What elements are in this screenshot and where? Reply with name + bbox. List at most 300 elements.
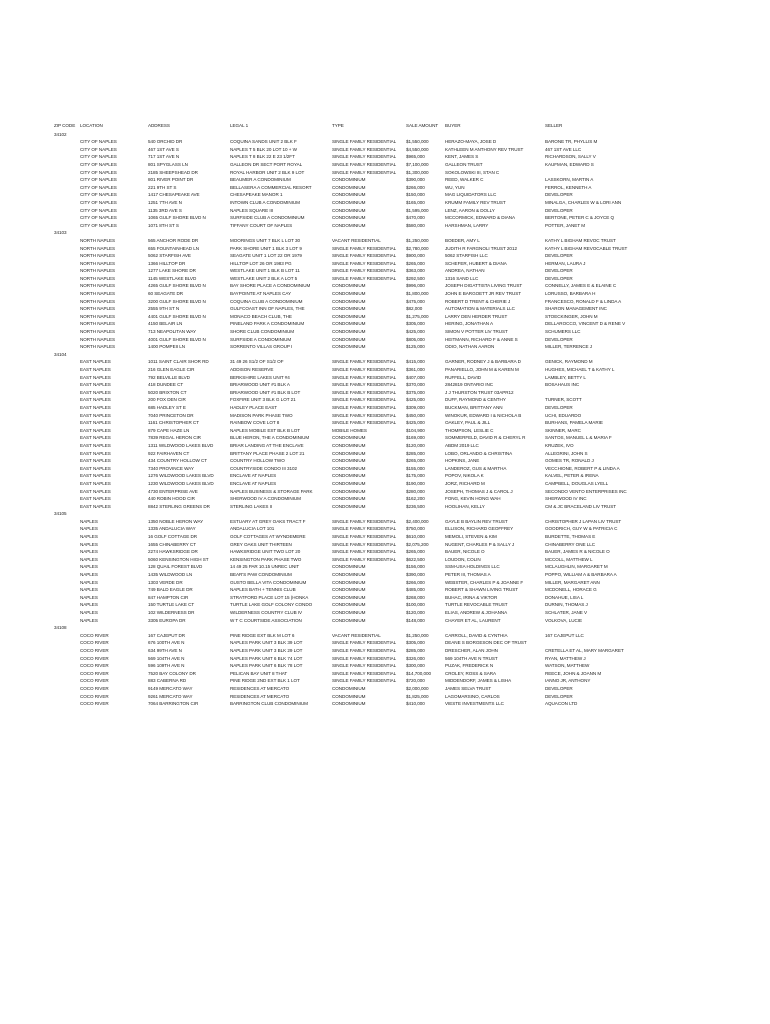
cell-address: 565 ANCHOR RODE DR <box>148 237 199 243</box>
cell-legal: FOXFIRE UNIT 3 BLK G LOT 21 <box>230 397 296 403</box>
cell-type: SINGLE FAMILY RESIDENTIAL <box>332 245 397 251</box>
cell-amount: $1,250,000 <box>406 237 429 243</box>
cell-legal: NAPLES PARK UNIT 6 BLK 78 LOT <box>230 663 303 669</box>
cell-address: 1011 SAINT CLAIR SHOR RD <box>148 359 209 365</box>
table-row <box>0 563 770 571</box>
cell-address: 713 NEAPOLITAN WAY <box>148 329 197 335</box>
table-row <box>0 214 770 222</box>
cell-address: 128 QUAIL FOREST BLVD <box>148 564 203 570</box>
cell-seller: GOMES TR, RONALD J <box>545 458 594 464</box>
cell-legal: BELLASERA A COMMERCIAL RESORT <box>230 184 312 190</box>
cell-address: 1417 CHESAPEAKE AVE <box>148 192 200 198</box>
cell-seller: SHERWOOD IV INC <box>545 496 587 502</box>
cell-legal: BAYPOINTE AT NAPLES CAY <box>230 291 292 297</box>
cell-buyer: AUTOMATION & MATERIALS LLC <box>445 306 515 312</box>
table-row <box>0 495 770 503</box>
cell-amount: $580,000 <box>406 222 425 228</box>
cell-amount: $900,000 <box>406 253 425 259</box>
cell-buyer: LOUDON, COLIN <box>445 556 481 562</box>
cell-amount: $1,300,000 <box>406 169 429 175</box>
cell-type: CONDOMINIUM <box>332 473 366 479</box>
cell-amount: $425,000 <box>406 329 425 335</box>
cell-buyer: LARRY DEN HERDER TRUST <box>445 313 508 319</box>
cell-legal: BERKSHIRE LAKES UNIT #4 <box>230 374 290 380</box>
cell-amount: $266,000 <box>406 579 425 585</box>
cell-legal: STRATFORD PLACE LOT 15 (HONKA <box>230 594 309 600</box>
cell-legal: WILDERNESS COUNTRY CLUB IV <box>230 610 303 615</box>
table-row <box>0 381 770 389</box>
cell-legal: NAPLES PARK UNIT 3 BLK 29 LOT <box>230 647 303 653</box>
cell-location: CITY OF NAPLES <box>80 139 117 145</box>
cell-location: EAST NAPLES <box>80 420 111 426</box>
cell-buyer: MCCORMICK, EDWARD & DIANA <box>445 215 516 221</box>
table-row <box>0 374 770 382</box>
cell-seller: TURNER, SCOTT <box>545 397 582 403</box>
cell-legal: BEAR'S PAW CONDOMINIUM <box>230 572 292 578</box>
cell-address: 16 GOLF COTTAGE DR <box>148 534 198 540</box>
table-row <box>0 252 770 260</box>
cell-address: 847 HAMPTON CIR <box>148 594 189 600</box>
zip-group-header <box>0 131 770 139</box>
cell-type: CONDOMINIUM <box>332 283 366 289</box>
cell-seller: LAMBLEY, BETTY L <box>545 374 586 380</box>
cell-seller: SANTOS, MANUEL L & MARIA F <box>545 435 612 441</box>
cell-buyer: JOHN E BARGOETT JR REV TRUST <box>445 291 522 297</box>
table-row <box>0 305 770 313</box>
cell-amount: $1,275,000 <box>406 313 429 319</box>
cell-type: CONDOMINIUM <box>332 321 366 327</box>
cell-buyer: THOMPSON, LESLIE C <box>445 427 494 433</box>
cell-address: 879 CAPE HAZE LN <box>148 427 190 433</box>
cell-address: 1135 3RD AVE S <box>148 207 182 213</box>
table-row <box>0 548 770 556</box>
header-buyer: BUYER <box>445 123 461 128</box>
cell-location: COCO RIVER <box>80 663 109 669</box>
cell-location: EAST NAPLES <box>80 359 111 365</box>
cell-seller: VOLKOVA, LUCIE <box>545 617 582 623</box>
table-row <box>0 313 770 321</box>
cell-buyer: SIMON V POTTER LIV TRUST <box>445 329 508 335</box>
cell-type: CONDOMINIUM <box>332 207 366 213</box>
cell-seller: 167 CAJEPUT LLC <box>545 632 584 638</box>
cell-address: 1655 CHINABERRY CT <box>148 541 196 547</box>
table-row <box>0 525 770 533</box>
cell-location: EAST NAPLES <box>80 473 111 479</box>
cell-type: SINGLE FAMILY RESIDENTIAL <box>332 161 397 167</box>
cell-address: 883 CABERNA RD <box>148 678 187 684</box>
cell-type: CONDOMINIUM <box>332 306 366 312</box>
cell-amount: $120,000 <box>406 442 425 448</box>
cell-type: SINGLE FAMILY RESIDENTIAL <box>332 526 397 532</box>
cell-location: EAST NAPLES <box>80 503 111 509</box>
cell-address: 434 COUNTRY HOLLOW CT <box>148 458 208 464</box>
cell-address: 569 104TH AVE N <box>148 655 185 661</box>
cell-location: NORTH NAPLES <box>80 260 116 266</box>
cell-type: SINGLE FAMILY RESIDENTIAL <box>332 518 397 524</box>
cell-location: NORTH NAPLES <box>80 298 116 304</box>
cell-seller: FRANCESCO, RONALD F & LINDA A <box>545 298 622 304</box>
cell-buyer: JORZ, RICHARD M <box>445 480 485 486</box>
cell-legal: NAPLES SQUARE III <box>230 207 274 213</box>
cell-location: NAPLES <box>80 518 98 524</box>
cell-buyer: WU, YUN <box>445 184 465 190</box>
cell-address: 7839 REGAL HERON CIR <box>148 435 201 441</box>
cell-buyer: ROBERT D TRENT & CHERIE J <box>445 298 511 304</box>
cell-address: 1303 VERDE DR <box>148 579 183 585</box>
cell-amount: $2,400,000 <box>406 518 429 524</box>
cell-legal: 14 49 25 PAR 10.15 UNREC UNIT <box>230 564 300 570</box>
table-row <box>0 282 770 290</box>
cell-buyer: 1316 SAND LLC <box>445 275 479 281</box>
cell-type: SINGLE FAMILY RESIDENTIAL <box>332 139 397 145</box>
cell-address: 9261 MERCATO WAY <box>148 693 193 699</box>
cell-legal: COUNTRYSIDE CONDO III 3102 <box>230 465 298 471</box>
cell-seller: UCHI, EDUARDO <box>545 412 582 418</box>
cell-amount: $285,000 <box>406 647 425 653</box>
cell-location: EAST NAPLES <box>80 496 111 502</box>
cell-buyer: HOOLIHAN, KELLY <box>445 503 485 509</box>
cell-buyer: REED, WALKER C <box>445 177 484 183</box>
cell-type: CONDOMINIUM <box>332 450 366 456</box>
cell-address: 2274 HAWKSRIDGE DR <box>148 549 198 555</box>
cell-legal: KENSINGTON PARK PHASE TWO <box>230 556 302 562</box>
cell-type: CONDOMINIUM <box>332 336 366 342</box>
cell-seller: 467 1ST AVE LLC <box>545 146 582 152</box>
cell-amount: $190,000 <box>406 480 425 486</box>
cell-amount: $1,250,000 <box>406 632 429 638</box>
cell-seller: SECONDO VENTO ENTERPRISES INC <box>545 488 627 494</box>
cell-legal: GULFCOAST INN OF NAPLES, THE <box>230 306 305 312</box>
table-row <box>0 700 770 708</box>
cell-seller: MCDONELL, HORACE G <box>545 587 597 593</box>
cell-type: CONDOMINIUM <box>332 458 366 464</box>
cell-location: COCO RIVER <box>80 678 109 684</box>
cell-buyer: ROBERT & SHAWN LIVING TRUST <box>445 587 519 593</box>
cell-seller: KATHY L BIGHAM REVOC TRUST <box>545 237 616 243</box>
table-row <box>0 290 770 298</box>
cell-address: 1276 WILDWOOD LAKES BLVD <box>148 473 214 479</box>
cell-amount: $363,000 <box>406 268 425 274</box>
cell-buyer: BUCKMAN, BRITTANY ANN <box>445 404 503 410</box>
cell-amount: $265,000 <box>406 549 425 555</box>
cell-buyer: KRUMM FAMILY REV TRUST <box>445 199 506 205</box>
cell-seller: GENICK, RAYMOND M <box>545 359 593 365</box>
cell-amount: $2,000,000 <box>406 685 429 691</box>
table-row <box>0 617 770 625</box>
cell-legal: ANDALUCIA LOT 101 <box>230 526 275 532</box>
cell-buyer: GARNER, RODNEY J & BARBARA D <box>445 359 521 365</box>
table-row <box>0 586 770 594</box>
table-row <box>0 594 770 602</box>
cell-location: CITY OF NAPLES <box>80 192 117 198</box>
cell-legal: BRIARWOOD UNIT #1 BLK B LOT <box>230 389 301 395</box>
cell-amount: $300,000 <box>406 663 425 669</box>
cell-amount: $165,000 <box>406 199 425 205</box>
cell-location: NAPLES <box>80 594 98 600</box>
cell-type: SINGLE FAMILY RESIDENTIAL <box>332 268 397 274</box>
cell-seller: MINALGA, CHARLES W & LORI ANN <box>545 199 622 205</box>
header-amount: SALE AMOUNT <box>406 123 439 128</box>
cell-amount: $805,000 <box>406 336 425 342</box>
cell-address: 1277 LAKE SHORE DR <box>148 268 196 274</box>
cell-buyer: WINOKUR, EDWARD I & NICHOLA B <box>445 412 522 418</box>
header-zip: ZIP CODE <box>54 123 76 128</box>
cell-buyer: JUDITH R FARGNOLI TRUST 2012 <box>445 245 517 251</box>
cell-address: 7340 PROVINCE WAY <box>148 465 194 471</box>
cell-location: COCO RIVER <box>80 693 109 699</box>
table-row <box>0 138 770 146</box>
cell-type: SINGLE FAMILY RESIDENTIAL <box>332 412 397 418</box>
cell-seller: DEVELOPER <box>545 404 573 410</box>
cell-address: 1435 WILDWOOD LN <box>148 572 193 578</box>
cell-buyer: HARSHMAN, LARRY <box>445 222 489 228</box>
cell-amount: $370,000 <box>406 382 425 388</box>
cell-type: SINGLE FAMILY RESIDENTIAL <box>332 640 397 646</box>
cell-buyer: WEBSTER, CHARLES P & JOANNE F <box>445 579 524 585</box>
cell-legal: NAPLES MOBILE EST BLK B LOT <box>230 427 301 433</box>
cell-seller: CAMPBELL, DOUGLAS LYELL <box>545 480 609 486</box>
table-row <box>0 670 770 678</box>
cell-buyer: 5062 STARFISH LLC <box>445 253 488 259</box>
table-row <box>0 450 770 458</box>
cell-location: CITY OF NAPLES <box>80 222 117 228</box>
cell-location: NAPLES <box>80 587 98 593</box>
cell-address: 4150 BELAIR LN <box>148 321 183 327</box>
cell-location: NAPLES <box>80 610 98 615</box>
table-row <box>0 412 770 420</box>
cell-address: 1230 WILDWOOD LAKES BLVD <box>148 480 214 486</box>
cell-address: 4730 ENTERPRISE AVE <box>148 488 198 494</box>
cell-buyer: PETER III, THOMAS A <box>445 572 491 578</box>
cell-buyer: DUFF, RAYMOND & CENTHY <box>445 397 506 403</box>
cell-type: CONDOMINIUM <box>332 488 366 494</box>
table-row <box>0 169 770 177</box>
cell-buyer: MIDDENDORF, JAMES & LISHA <box>445 678 512 684</box>
cell-type: SINGLE FAMILY RESIDENTIAL <box>332 404 397 410</box>
cell-address: 8842 STERLING GREENS DR <box>148 503 210 509</box>
cell-amount: $14,700,000 <box>406 670 431 676</box>
cell-type: SINGLE FAMILY RESIDENTIAL <box>332 647 397 653</box>
header-location: LOCATION <box>80 123 103 128</box>
cell-amount: $266,000 <box>406 184 425 190</box>
cell-location: EAST NAPLES <box>80 488 111 494</box>
cell-amount: $326,000 <box>406 655 425 661</box>
cell-location: EAST NAPLES <box>80 389 111 395</box>
cell-seller: SHARON MANAGEMENT INC <box>545 306 607 312</box>
cell-buyer: J J THURSTON TRUST 03APR12 <box>445 389 514 395</box>
cell-location: NAPLES <box>80 617 98 623</box>
cell-type: SINGLE FAMILY RESIDENTIAL <box>332 420 397 426</box>
cell-buyer: CHAYER ET AL, LAURENT <box>445 617 501 623</box>
cell-legal: NAPLES T 5 BLK 20 LOT 10 + W <box>230 146 297 152</box>
cell-type: SINGLE FAMILY RESIDENTIAL <box>332 374 397 380</box>
cell-seller: BOSAHAUS INC <box>545 382 580 388</box>
table-row <box>0 457 770 465</box>
cell-buyer: KATHLEEN M ANTHONY REV TRUST <box>445 146 524 152</box>
zip-group-header <box>0 624 770 632</box>
cell-location: COCO RIVER <box>80 655 109 661</box>
cell-location: EAST NAPLES <box>80 374 111 380</box>
cell-location: NORTH NAPLES <box>80 329 116 335</box>
cell-type: CONDOMINIUM <box>332 594 366 600</box>
cell-buyer: BUHAC, IRINA & VIKTOR <box>445 594 498 600</box>
cell-legal: BARRINGTON CLUB CONDOMINIUM <box>230 701 308 707</box>
cell-type: SINGLE FAMILY RESIDENTIAL <box>332 534 397 540</box>
table-row <box>0 199 770 207</box>
header-address: ADDRESS <box>148 123 170 128</box>
cell-seller: MILLER, MARGARET ANN <box>545 579 600 585</box>
zip-code: 34105 <box>54 511 67 517</box>
cell-buyer: OAKLEY, PAUL & JILL <box>445 420 491 426</box>
cell-type: SINGLE FAMILY RESIDENTIAL <box>332 678 397 684</box>
cell-seller: CRETELLA ET AL, MARY MARGARET <box>545 647 624 653</box>
cell-type: SINGLE FAMILY RESIDENTIAL <box>332 146 397 152</box>
cell-legal: SEAGATE UNIT 1 LOT 22 OR 1979 <box>230 253 302 259</box>
table-row <box>0 320 770 328</box>
cell-type: VACANT RESIDENTIAL <box>332 237 381 243</box>
cell-seller: KATHY L BIGHAM REVOCABLE TRUST <box>545 245 628 251</box>
cell-address: 4401 GULF SHORE BLVD N <box>148 313 206 319</box>
table-row <box>0 579 770 587</box>
cell-type: CONDOMINIUM <box>332 177 366 183</box>
cell-location: EAST NAPLES <box>80 367 111 372</box>
cell-seller: LASSKORN, MARTIN A <box>545 177 594 183</box>
cell-legal: HADLEY PLACE EAST <box>230 404 278 410</box>
cell-location: EAST NAPLES <box>80 442 111 448</box>
zip-group-header <box>0 510 770 518</box>
cell-type: SINGLE FAMILY RESIDENTIAL <box>332 549 397 555</box>
cell-location: CITY OF NAPLES <box>80 146 117 152</box>
cell-seller: KAUFMAN, EDWARD S <box>545 161 594 167</box>
cell-amount: $4,550,000 <box>406 146 429 152</box>
cell-seller: DEVELOPER <box>545 275 573 281</box>
cell-legal: RESIDENCES AT MERCATO <box>230 693 290 699</box>
cell-legal: ESTUARY AT GREY OAKS TRACT F <box>230 518 306 524</box>
cell-seller: CM & JC BRACELAND LIV TRUST <box>545 503 617 509</box>
cell-buyer: KENT, JAMES S <box>445 154 479 160</box>
cell-address: 634 99TH AVE N <box>148 647 182 653</box>
table-row <box>0 366 770 374</box>
cell-seller: DONAHUE, LISA L <box>545 594 584 600</box>
cell-location: EAST NAPLES <box>80 435 111 441</box>
cell-amount: $104,900 <box>406 427 425 433</box>
table-row <box>0 662 770 670</box>
table-row <box>0 343 770 351</box>
cell-buyer: LOBO, ORLANDO & CHRISTINA <box>445 450 513 456</box>
cell-amount: $305,000 <box>406 321 425 327</box>
cell-address: 5060 KENSINGTON HIGH ST <box>148 556 209 562</box>
cell-legal: RESIDENCES AT MERCATO <box>230 685 290 691</box>
cell-legal: MOORINGS UNIT 7 BLK L LOT 30 <box>230 237 300 243</box>
cell-location: NAPLES <box>80 579 98 585</box>
cell-address: 7064 BARRINGTON CIR <box>148 701 199 707</box>
cell-legal: PINELAND PARK A CONDOMINIUM <box>230 321 305 327</box>
cell-address: 1251 7TH AVE N <box>148 199 182 205</box>
table-row <box>0 184 770 192</box>
cell-address: 440 ROBIN HOOD CIR <box>148 496 195 502</box>
cell-type: CONDOMINIUM <box>332 222 366 228</box>
cell-address: 102 WILDERNESS DR <box>148 610 195 615</box>
cell-seller: HERMAN, LAURA J <box>545 260 586 266</box>
cell-seller: DEVELOPER <box>545 207 573 213</box>
cell-location: COCO RIVER <box>80 685 109 691</box>
cell-type: SINGLE FAMILY RESIDENTIAL <box>332 253 397 259</box>
cell-seller: DEVELOPER <box>545 268 573 274</box>
cell-location: NAPLES <box>80 549 98 555</box>
cell-type: CONDOMINIUM <box>332 199 366 205</box>
table-row <box>0 556 770 564</box>
cell-location: EAST NAPLES <box>80 404 111 410</box>
cell-amount: $720,000 <box>406 678 425 684</box>
cell-location: NORTH NAPLES <box>80 245 116 251</box>
cell-type: CONDOMINIUM <box>332 602 366 608</box>
cell-buyer: HEITMANN, RICHARD F & ANNE S <box>445 336 518 342</box>
cell-type: VACANT RESIDENTIAL <box>332 632 381 638</box>
cell-seller: VECCHIONE, ROBERT P & LINDA A <box>545 465 620 471</box>
cell-legal: SHERWOOD IV A CONDOMINIUM <box>230 496 301 502</box>
cell-seller: HUGHES, MICHAEL T & KATHY L <box>545 367 615 372</box>
cell-amount: $150,000 <box>406 192 425 198</box>
table-row <box>0 245 770 253</box>
cell-legal: GREY OAKS UNIT THIRTEEN <box>230 541 292 547</box>
cell-address: 540 ORCHID DR <box>148 139 183 145</box>
table-row <box>0 488 770 496</box>
cell-amount: $996,000 <box>406 283 425 289</box>
cell-address: 5020 BRIXTON CT <box>148 389 187 395</box>
cell-address: 221 9TH ST S <box>148 184 177 190</box>
cell-address: 655 FOUNTAINHEAD LN <box>148 245 200 251</box>
cell-seller: RICHARDSON, SALLY V <box>545 154 596 160</box>
cell-legal: ENCLAVE AT NAPLES <box>230 473 277 479</box>
cell-buyer: SSM-USA HOLDINGS LLC <box>445 564 500 570</box>
cell-amount: $475,000 <box>406 298 425 304</box>
cell-amount: $169,000 <box>406 435 425 441</box>
cell-location: NORTH NAPLES <box>80 283 116 289</box>
cell-seller: RYAN, MATTHEW J <box>545 655 586 661</box>
cell-address: 7040 PRINCETON DR <box>148 412 194 418</box>
table-row <box>0 533 770 541</box>
cell-location: EAST NAPLES <box>80 397 111 403</box>
cell-amount: $965,000 <box>406 154 425 160</box>
table-row <box>0 685 770 693</box>
cell-legal: SURFSIDE A CONDOMINIUM <box>230 336 292 342</box>
cell-legal: WESTLAKE UNIT 2 BLK A LOT 5 <box>230 275 298 281</box>
cell-legal: NAPLES PARK UNIT 3 BLK 39 LOT <box>230 640 303 646</box>
cell-seller: REECE, JOHN & JOANN M <box>545 670 602 676</box>
cell-legal: BAY SHORE PLACE A CONDOMINIUM <box>230 283 311 289</box>
cell-legal: 31 49 26 S1/2 OF S1/2 OF <box>230 359 284 365</box>
cell-buyer: VIESTE INVESTMENTS LLC <box>445 701 504 707</box>
cell-legal: ENCLAVE AT NAPLES <box>230 480 277 486</box>
cell-type: CONDOMINIUM <box>332 617 366 623</box>
cell-amount: $470,000 <box>406 215 425 221</box>
cell-legal: SURFSIDE CLUB A CONDOMINIUM <box>230 215 305 221</box>
table-row <box>0 153 770 161</box>
cell-seller: STOECKINGER, JOHN M <box>545 313 598 319</box>
cell-address: 1071 8TH ST S <box>148 222 179 228</box>
cell-address: 717 1ST AVE N <box>148 154 180 160</box>
cell-location: NORTH NAPLES <box>80 336 116 342</box>
cell-amount: $120,000 <box>406 610 425 615</box>
cell-legal: PELICAN BAY UNIT 8 THAT <box>230 670 288 676</box>
cell-amount: $622,500 <box>406 556 425 562</box>
cell-seller: WATSON, MATTHEW <box>545 663 590 669</box>
cell-location: EAST NAPLES <box>80 382 111 388</box>
cell-type: CONDOMINIUM <box>332 610 366 615</box>
cell-location: NAPLES <box>80 572 98 578</box>
table-row <box>0 609 770 617</box>
cell-type: CONDOMINIUM <box>332 564 366 570</box>
